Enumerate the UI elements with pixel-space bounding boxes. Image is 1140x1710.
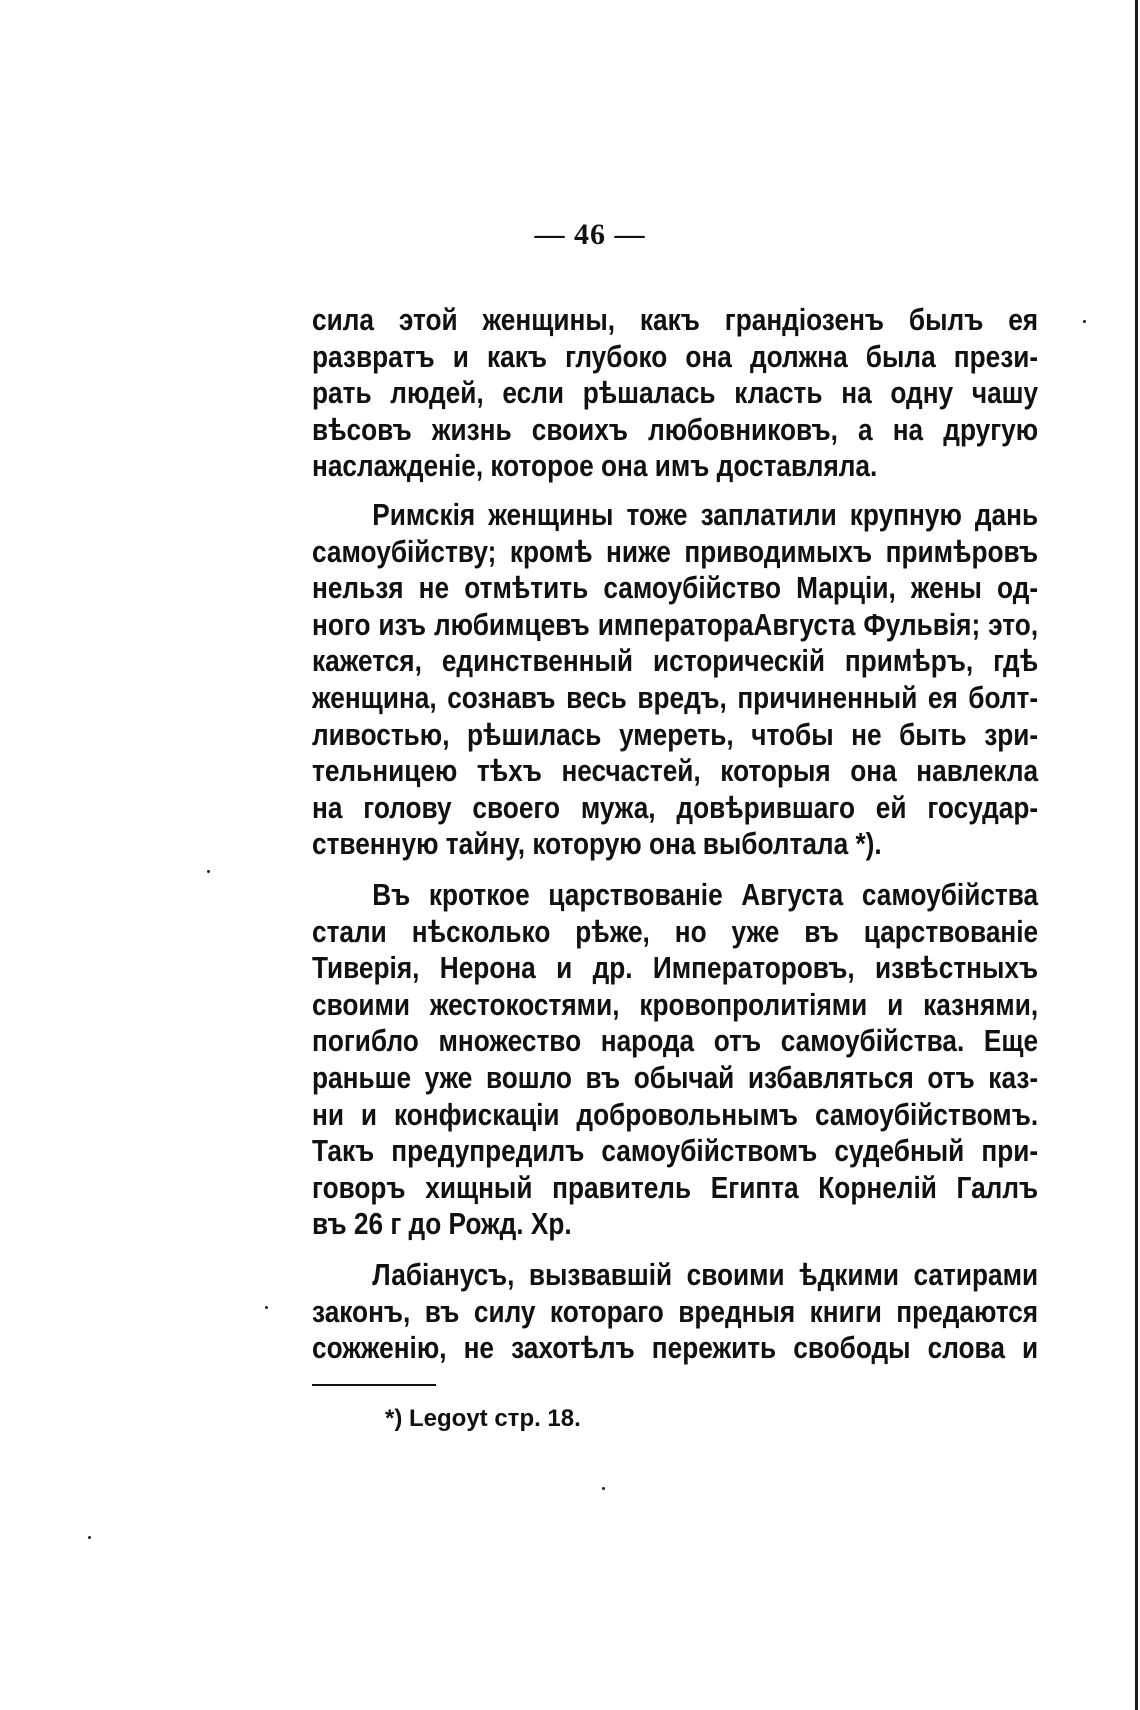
- text-line: въ 26 г до Рожд. Хр.: [312, 1207, 572, 1242]
- footnote: *) Legoyt стр. 18.: [385, 1405, 581, 1432]
- text-line: законъ, въ силу котораго вредныя книги предаются: [312, 1294, 1039, 1329]
- text-line: нельзя не отмѣтить самоубійство Марціи, жены од-: [312, 571, 1039, 606]
- page-edge: [1135, 0, 1138, 1710]
- text-line: женщина, сознавъ весь вредъ, причиненный ея болт-: [312, 680, 1039, 715]
- scan-speck: [265, 1306, 268, 1309]
- paragraph-4: [312, 1257, 1038, 1367]
- text-line: Въ кроткое царствованіе Августа самоубійства: [372, 878, 1039, 912]
- text-line: ливостью, рѣшилась умереть, чтобы не быть зри-: [312, 717, 1039, 752]
- text-line: стали нѣсколько рѣже, но уже въ царствованіе: [312, 914, 1039, 949]
- footnote-divider: [312, 1384, 436, 1386]
- text-line: сожженію, не захотѣлъ пережить свободы слова и: [312, 1331, 1039, 1366]
- paragraph-2: [312, 497, 1038, 863]
- scan-speck: [207, 870, 210, 873]
- text-line: тельницею тѣхъ несчастей, которыя она навлекла: [312, 754, 1039, 789]
- text-line: сила этой женщины, какъ грандіозенъ былъ ея: [312, 303, 1039, 337]
- scan-speck: [602, 1487, 605, 1490]
- text-line: ни и конфискаціи добровольнымъ самоубійствомъ.: [312, 1097, 1039, 1132]
- text-line: Тиверія, Нерона и др. Императоровъ, извѣстныхъ: [312, 951, 1039, 986]
- text-line: кажется, единственный историческій примѣръ, гдѣ: [312, 644, 1039, 679]
- scan-speck: [1083, 320, 1086, 323]
- text-line: Лабіанусъ, вызвавшій своими ѣдкими сатирами: [372, 1258, 1039, 1292]
- text-line: на голову своего мужа, довѣрившаго ей государ-: [312, 790, 1039, 825]
- text-line: рать людей, если рѣшалась класть на одну чашу: [312, 376, 1039, 411]
- page-number: — 46 —: [534, 218, 646, 251]
- text-line: ного изъ любимцевъ императораАвгуста Фульвія; это,: [312, 607, 1039, 642]
- scan-speck: [88, 1536, 91, 1539]
- text-line: ственную тайну, которую она выболтала *).: [312, 827, 882, 862]
- text-line: говоръ хищный правитель Египта Корнелій Галлъ: [312, 1170, 1039, 1205]
- text-line: своими жестокостями, кровопролитіями и казнями,: [312, 987, 1039, 1022]
- text-line: самоубійству; кромѣ ниже приводимыхъ примѣровъ: [312, 534, 1039, 569]
- text-line: наслажденіе, которое она имъ доставляла.: [312, 449, 878, 484]
- paragraph-3: [312, 877, 1038, 1243]
- text-line: вѣсовъ жизнь своихъ любовниковъ, а на другую: [312, 412, 1039, 447]
- paragraph-1: [312, 302, 1038, 485]
- text-line: Римскія женщины тоже заплатили крупную дань: [372, 498, 1039, 532]
- text-line: развратъ и какъ глубоко она должна была прези-: [312, 339, 1039, 374]
- text-line: погибло множество народа отъ самоубійства. Еще: [312, 1024, 1039, 1059]
- text-line: раньше уже вошло въ обычай избавляться отъ каз-: [312, 1060, 1039, 1095]
- text-line: Такъ предупредилъ самоубійствомъ судебный при-: [312, 1134, 1039, 1169]
